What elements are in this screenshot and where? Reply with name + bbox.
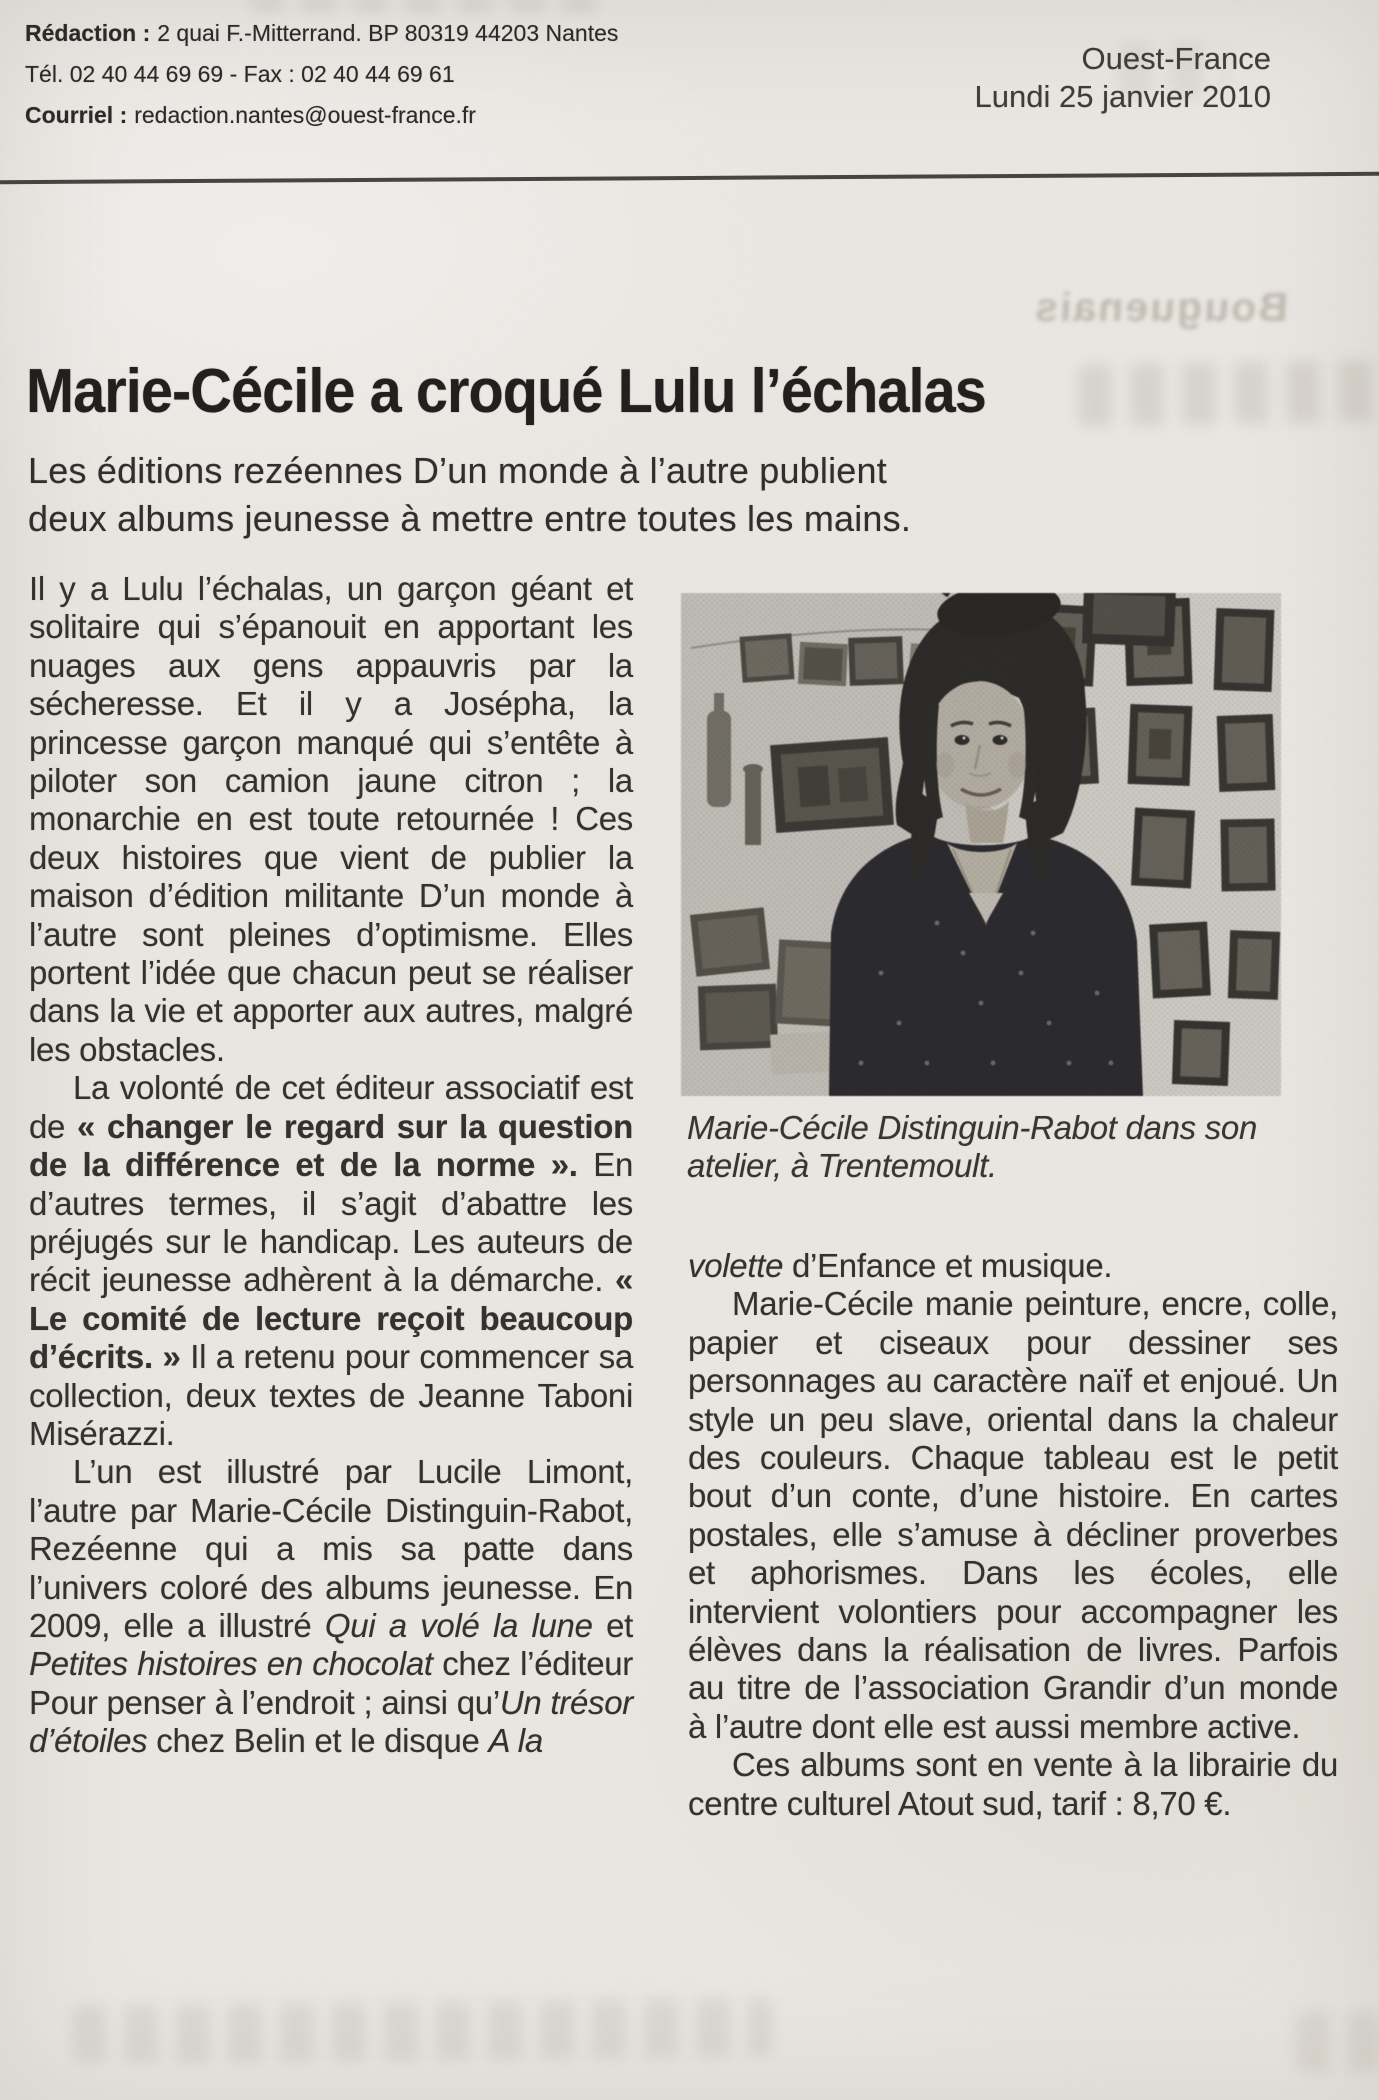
courriel-line bbox=[25, 95, 618, 136]
text-run: « changer le regard sur la question de la différence et de la norme ». bbox=[29, 1107, 633, 1184]
redaction-label: Rédaction : bbox=[25, 20, 151, 46]
courriel-address: redaction.nantes@ouest-france.fr bbox=[134, 102, 476, 128]
masthead-contact-block bbox=[25, 13, 618, 136]
article-paragraph bbox=[29, 570, 633, 1069]
text-run: volette bbox=[688, 1247, 784, 1284]
article-photo-figure bbox=[681, 593, 1281, 1185]
subhead-line-2: deux albums jeunesse à mettre entre toutes les mains. bbox=[28, 498, 912, 539]
masthead-divider-rule bbox=[0, 172, 1379, 184]
text-run: chez l’éditeur Pour penser à l’endroit ; ainsi qu’ bbox=[29, 1645, 633, 1721]
text-run: et bbox=[592, 1606, 634, 1644]
redaction-address-line bbox=[25, 13, 618, 54]
article-column-right bbox=[688, 1247, 1338, 1823]
article-headline-text: Marie-Cécile a croqué Lulu l’échalas bbox=[26, 357, 986, 426]
article-paragraph bbox=[688, 1247, 1338, 1285]
text-run: L’un est illustré par Lucile Limont, l’autre par Marie-Cécile Distinguin-Rabot, Rezéenne qui a mis sa patte dans l’univers coloré des albums jeunesse. En 2009, elle a illustré bbox=[29, 1453, 633, 1644]
text-run: Petites histoires en chocolat bbox=[29, 1645, 433, 1683]
article-paragraph bbox=[688, 1285, 1338, 1746]
article-paragraph bbox=[29, 1069, 633, 1453]
courriel-label: Courriel : bbox=[25, 102, 128, 128]
ghost-showthrough-bottom-left bbox=[72, 1998, 773, 2063]
article-paragraph bbox=[688, 1746, 1338, 1823]
text-run: La volonté de cet éditeur associatif est de bbox=[29, 1069, 633, 1145]
phone-fax-line: Tél. 02 40 44 69 69 - Fax : 02 40 44 69 61 bbox=[25, 61, 455, 87]
text-run: Ces albums sont en vente à la librairie du centre culturel Atout sud, tarif : 8,70 €. bbox=[688, 1746, 1338, 1822]
text-run: Marie-Cécile manie peinture, encre, colle, papier et ciseaux pour dessiner ses personnages au caractère naïf et enjoué. Un style un peu slave, oriental dans la chaleur des couleurs. Chaque tableau est le petit bout d’un conte, d’une histoire. En cartes postales, elle s’amuse à décliner proverbes et aphorismes. Dans les écoles, elle intervient volontiers pour accompagner les élèves dans la réalisation de livres. Parfois au titre de l’association Grandir d’un monde à l’autre dont elle est aussi membre active. bbox=[688, 1285, 1338, 1745]
masthead-edition-block bbox=[975, 40, 1271, 116]
ghost-showthrough-headline bbox=[1077, 359, 1379, 427]
text-run: Il a retenu pour commencer sa collection, deux textes de Jeanne Taboni Misérazzi. bbox=[29, 1338, 633, 1452]
text-run: Un trésor d’étoiles bbox=[29, 1683, 633, 1760]
text-run: En d’autres termes, il s’agit d’abattre les préjugés sur le handicap. Les auteurs de récit jeunesse adhèrent à la démarche. bbox=[29, 1146, 633, 1299]
text-run: chez Belin et le disque bbox=[147, 1722, 489, 1760]
text-run: Il y a Lulu l’échalas, un garçon géant et solitaire qui s’épanouit en apportant les nuages aux gens appauvris par la sécheresse. Et il y a Josépha, la princesse garçon manqué qui s’entête à piloter son camion jaune citron ; la monarchie en est toute retournée ! Ces deux histoires que vient de publier la maison d’édition militante D’un monde à l’autre sont pleines d’optimisme. Elles portent l’idée que chacun peut se réaliser dans la vie et apporter aux autres, malgré les obstacles. bbox=[29, 570, 633, 1068]
text-run: A la bbox=[488, 1722, 543, 1760]
paper-name: Ouest-France bbox=[1081, 41, 1271, 76]
subhead-line-1: Les éditions rezéennes D’un monde à l’autre publient bbox=[28, 450, 887, 491]
article-column-left bbox=[29, 570, 633, 1761]
text-run: d’Enfance et musique. bbox=[783, 1247, 1113, 1284]
issue-date: Lundi 25 janvier 2010 bbox=[974, 79, 1271, 114]
redaction-address: 2 quai F.-Mitterrand. BP 80319 44203 Nantes bbox=[157, 20, 619, 46]
article-headline bbox=[26, 356, 1058, 427]
photo-caption: Marie-Cécile Distinguin-Rabot dans son atelier, à Trentemoult. bbox=[687, 1109, 1258, 1184]
text-run: « Le comité de lecture reçoit beaucoup d’écrits. » bbox=[29, 1261, 633, 1376]
article-subhead bbox=[28, 447, 911, 543]
ghost-showthrough-bottom-right bbox=[1296, 2012, 1379, 2072]
portrait-photo bbox=[681, 593, 1281, 1096]
ghost-showthrough-top-edge bbox=[250, 0, 610, 12]
article-paragraph bbox=[29, 1453, 633, 1760]
ghost-showthrough-text: Bouguenais bbox=[1032, 284, 1290, 330]
text-run: Qui a volé la lune bbox=[324, 1606, 593, 1644]
